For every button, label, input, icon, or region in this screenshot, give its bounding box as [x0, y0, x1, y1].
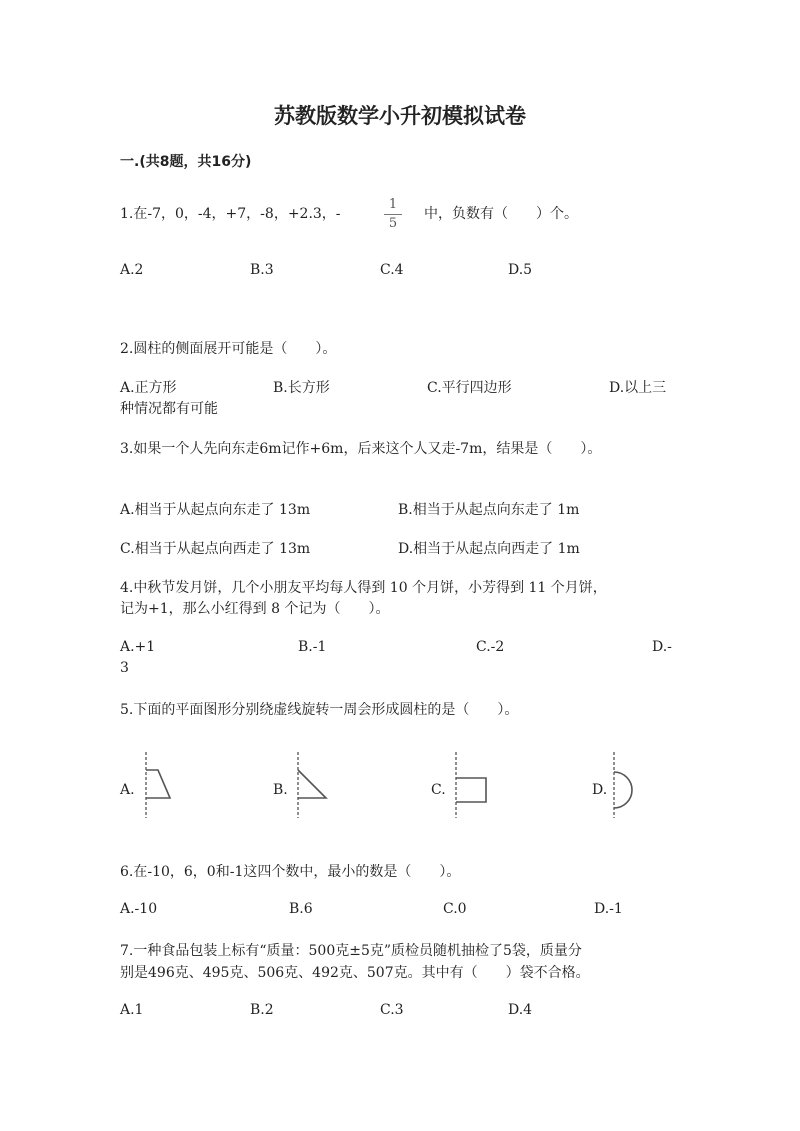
- option-d[interactable]: D.4: [508, 1002, 533, 1018]
- option-b[interactable]: B.: [273, 782, 288, 798]
- option-d[interactable]: D.-1: [594, 901, 623, 917]
- option-d-continued: 种情况都有可能: [120, 401, 218, 417]
- question-5-stem: 5.下面的平面图形分别绕虚线旋转一周会形成圆柱的是（ ）。: [120, 702, 519, 718]
- option-b[interactable]: B.3: [250, 262, 274, 278]
- fraction-bar: [384, 214, 402, 215]
- option-a[interactable]: A.-10: [120, 901, 158, 917]
- option-b[interactable]: B.长方形: [273, 380, 330, 396]
- option-a[interactable]: A.: [120, 782, 135, 798]
- option-a[interactable]: A.正方形: [120, 380, 177, 396]
- section-heading: 一.(共8题，共16分): [120, 154, 252, 170]
- option-c[interactable]: C.4: [380, 262, 404, 278]
- option-a[interactable]: A.+1: [120, 639, 156, 655]
- option-d[interactable]: D.: [592, 782, 608, 798]
- fraction-one-fifth: [380, 197, 406, 232]
- option-c[interactable]: C.: [431, 782, 446, 798]
- rectangle-icon: [448, 752, 492, 818]
- triangle-icon: [290, 752, 334, 818]
- fraction-numerator: 1: [388, 197, 398, 212]
- option-d[interactable]: D.相当于从起点向西走了 1m: [398, 541, 580, 557]
- option-c[interactable]: C.3: [380, 1002, 404, 1018]
- question-6-stem: 6.在-10，6，0和-1这四个数中，最小的数是（ ）。: [120, 864, 461, 880]
- option-a[interactable]: A.2: [120, 262, 144, 278]
- question-2-stem: 2.圆柱的侧面展开可能是（ ）。: [120, 341, 337, 357]
- question-1-stem: 1.在-7，0，-4，+7，-8，+2.3，-: [120, 206, 341, 222]
- option-c[interactable]: C.平行四边形: [427, 380, 512, 396]
- question-3-stem: 3.如果一个人先向东走6m记作+6m，后来这个人又走-7m，结果是（ ）。: [120, 441, 602, 457]
- semicircle-icon: [606, 752, 646, 818]
- trapezoid-icon: [138, 752, 178, 818]
- question-4-stem-line2: 记为+1，那么小红得到 8 个记为（ ）。: [120, 601, 390, 617]
- option-b[interactable]: B.-1: [298, 639, 327, 655]
- option-c[interactable]: C.相当于从起点向西走了 13m: [120, 541, 311, 557]
- option-d[interactable]: D.以上三: [609, 380, 667, 396]
- question-1-stem-end: 中，负数有（ ）个。: [424, 206, 578, 222]
- question-4-stem-line1: 4.中秋节发月饼，几个小朋友平均每人得到 10 个月饼，小芳得到 11 个月饼，: [120, 580, 607, 596]
- option-b[interactable]: B.6: [289, 901, 313, 917]
- option-a[interactable]: A.1: [120, 1002, 144, 1018]
- option-d-continued: 3: [120, 660, 129, 676]
- question-7-stem-line2: 别是496克、495克、506克、492克、507克。其中有（ ）袋不合格。: [120, 965, 590, 981]
- option-a[interactable]: A.相当于从起点向东走了 13m: [120, 502, 311, 518]
- option-b[interactable]: B.2: [250, 1002, 274, 1018]
- option-c[interactable]: C.0: [443, 901, 467, 917]
- question-7-stem-line1: 7.一种食品包装上标有“质量：500克±5克”质检员随机抽检了5袋，质量分: [120, 943, 582, 959]
- fraction-denominator: 5: [388, 216, 398, 231]
- option-b[interactable]: B.相当于从起点向东走了 1m: [398, 502, 580, 518]
- option-c[interactable]: C.-2: [476, 639, 505, 655]
- option-d[interactable]: D.5: [508, 262, 533, 278]
- page-title: 苏教版数学小升初模拟试卷: [274, 104, 526, 128]
- option-d[interactable]: D.-: [652, 639, 672, 655]
